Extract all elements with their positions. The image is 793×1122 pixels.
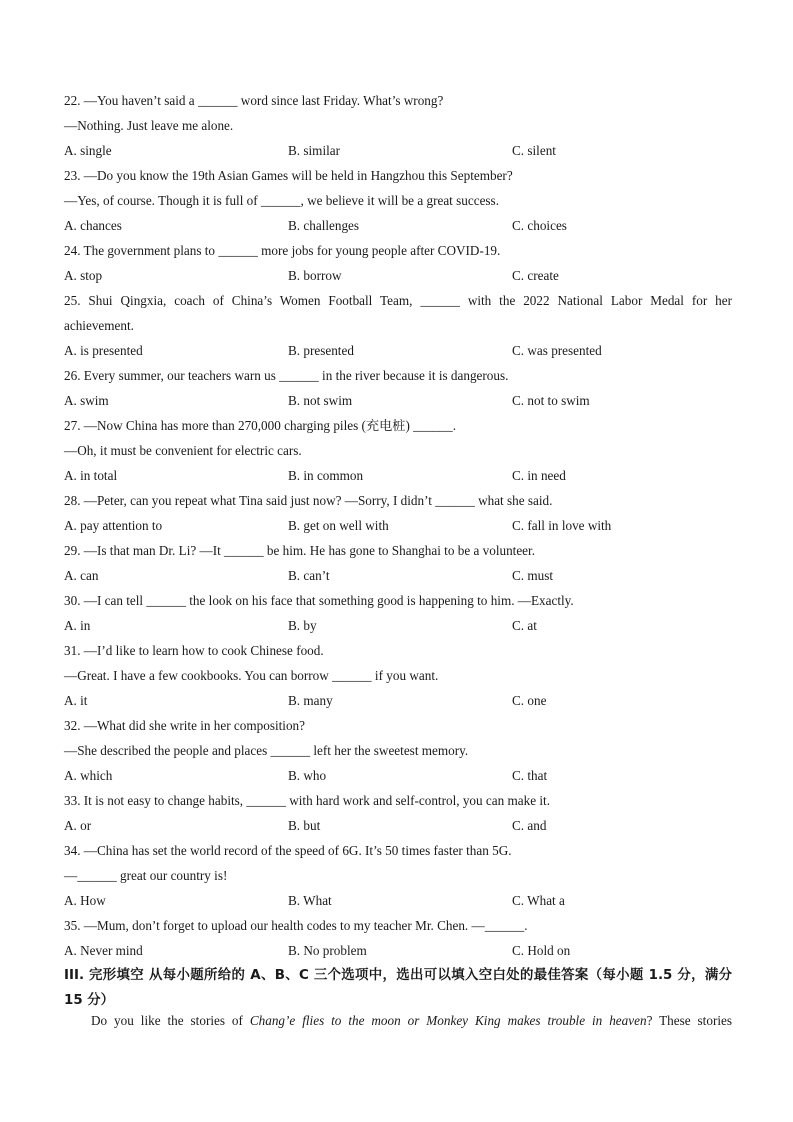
option-a: A. pay attention to (64, 518, 163, 533)
option-b: B. get on well with (288, 518, 389, 533)
question-30 (64, 588, 732, 638)
option-b: B. who (288, 768, 327, 783)
answer-options (64, 263, 732, 288)
option-c: C. one (512, 693, 547, 708)
option-a: A. stop (64, 268, 103, 283)
question-28 (64, 488, 732, 538)
option-c: C. choices (512, 218, 567, 233)
question-line: —Nothing. Just leave me alone. (64, 118, 234, 133)
option-b: B. by (288, 618, 317, 633)
question-stem: 33. It is not easy to change habits, ______ with hard work and self-control, you can make it. (64, 793, 550, 808)
question-26 (64, 363, 732, 413)
question-35 (64, 913, 732, 963)
passage-story-titles: Chang’e flies to the moon or Monkey King makes trouble in heaven (249, 1013, 647, 1028)
question-33 (64, 788, 732, 838)
answer-options (64, 138, 732, 163)
question-stem: 31. —I’d like to learn how to cook Chinese food. (64, 643, 324, 658)
question-stem: 22. —You haven’t said a ______ word since last Friday. What’s wrong? (64, 93, 444, 108)
option-c: C. What a (512, 893, 565, 908)
option-c: C. Hold on (512, 943, 571, 958)
question-25 (64, 288, 732, 363)
question-34 (64, 838, 732, 913)
question-stem: 24. The government plans to ______ more jobs for young people after COVID-19. (64, 243, 501, 258)
option-c: C. was presented (512, 343, 602, 358)
option-b: B. No problem (288, 943, 367, 958)
option-b: B. What (288, 893, 332, 908)
option-c: C. silent (512, 143, 556, 158)
option-c: C. at (512, 618, 537, 633)
answer-options (64, 763, 732, 788)
question-stem: 23. —Do you know the 19th Asian Games will be held in Hangzhou this September? (64, 168, 513, 183)
option-b: B. many (288, 693, 333, 708)
option-c: C. in need (512, 468, 566, 483)
question-stem: 25. Shui Qingxia, coach of China’s Women Football Team, ______ with the 2022 National Labor Medal for her (64, 293, 732, 308)
option-c: C. fall in love with (512, 518, 612, 533)
option-a: A. How (64, 893, 106, 908)
option-a: A. which (64, 768, 113, 783)
answer-options (64, 513, 732, 538)
question-stem: 30. —I can tell ______ the look on his face that something good is happening to him. —Exactly. (64, 593, 574, 608)
option-a: A. or (64, 818, 92, 833)
option-a: A. it (64, 693, 88, 708)
answer-options (64, 213, 732, 238)
option-a: A. in total (64, 468, 118, 483)
question-22 (64, 88, 732, 163)
option-b: B. in common (288, 468, 364, 483)
answer-options (64, 338, 732, 363)
question-23 (64, 163, 732, 238)
option-c: C. create (512, 268, 559, 283)
question-line: —______ great our country is! (64, 868, 228, 883)
question-stem: 28. —Peter, can you repeat what Tina said just now? —Sorry, I didn’t ______ what she said. (64, 493, 553, 508)
option-c: C. not to swim (512, 393, 590, 408)
answer-options (64, 563, 732, 588)
question-stem: 27. —Now China has more than 270,000 charging piles (充电桩) ______. (64, 418, 457, 433)
question-27 (64, 413, 732, 488)
answer-options (64, 938, 732, 963)
question-32 (64, 713, 732, 788)
question-line: —Great. I have a few cookbooks. You can borrow ______ if you want. (64, 668, 439, 683)
section-heading: III. 完形填空 从每小题所给的 A、B、C 三个选项中，选出可以填入空白处的最佳答案（每小题 1.5 分，满分 15 分） (64, 968, 732, 1008)
question-stem: 26. Every summer, our teachers warn us ______ in the river because it is dangerous. (64, 368, 509, 383)
option-b: B. not swim (288, 393, 353, 408)
option-b: B. but (288, 818, 321, 833)
option-b: B. challenges (288, 218, 360, 233)
option-b: B. borrow (288, 268, 342, 283)
question-stem: 34. —China has set the world record of the speed of 6G. It’s 50 times faster than 5G. (64, 843, 512, 858)
option-c: C. must (512, 568, 554, 583)
passage-text: Do you like the stories of (91, 1013, 250, 1028)
question-stem: 29. —Is that man Dr. Li? —It ______ be him. He has gone to Shanghai to be a volunteer. (64, 543, 535, 558)
answer-options (64, 388, 732, 413)
question-line: achievement. (64, 318, 134, 333)
option-a: A. is presented (64, 343, 143, 358)
option-a: A. can (64, 568, 99, 583)
answer-options (64, 688, 732, 713)
question-line: —Oh, it must be convenient for electric cars. (64, 443, 302, 458)
question-line: —She described the people and places ______ left her the sweetest memory. (64, 743, 469, 758)
question-stem: 35. —Mum, don’t forget to upload our health codes to my teacher Mr. Chen. —______. (64, 918, 528, 933)
option-b: B. presented (288, 343, 354, 358)
passage-text-continued: ? These stories (646, 1013, 732, 1028)
answer-options (64, 813, 732, 838)
question-line: —Yes, of course. Though it is full of ______, we believe it will be a great success. (64, 193, 499, 208)
option-a: A. chances (64, 218, 122, 233)
question-24 (64, 238, 732, 288)
question-31 (64, 638, 732, 713)
question-29 (64, 538, 732, 588)
answer-options (64, 463, 732, 488)
question-stem: 32. —What did she write in her composition? (64, 718, 305, 733)
option-b: B. can’t (288, 568, 330, 583)
passage-first-line (64, 1013, 732, 1029)
option-a: A. swim (64, 393, 109, 408)
option-a: A. Never mind (64, 943, 143, 958)
question-list (64, 88, 732, 1029)
answer-options (64, 613, 732, 638)
option-a: A. in (64, 618, 91, 633)
option-a: A. single (64, 143, 112, 158)
option-c: C. that (512, 768, 548, 783)
option-c: C. and (512, 818, 547, 833)
option-b: B. similar (288, 143, 341, 158)
answer-options (64, 888, 732, 913)
